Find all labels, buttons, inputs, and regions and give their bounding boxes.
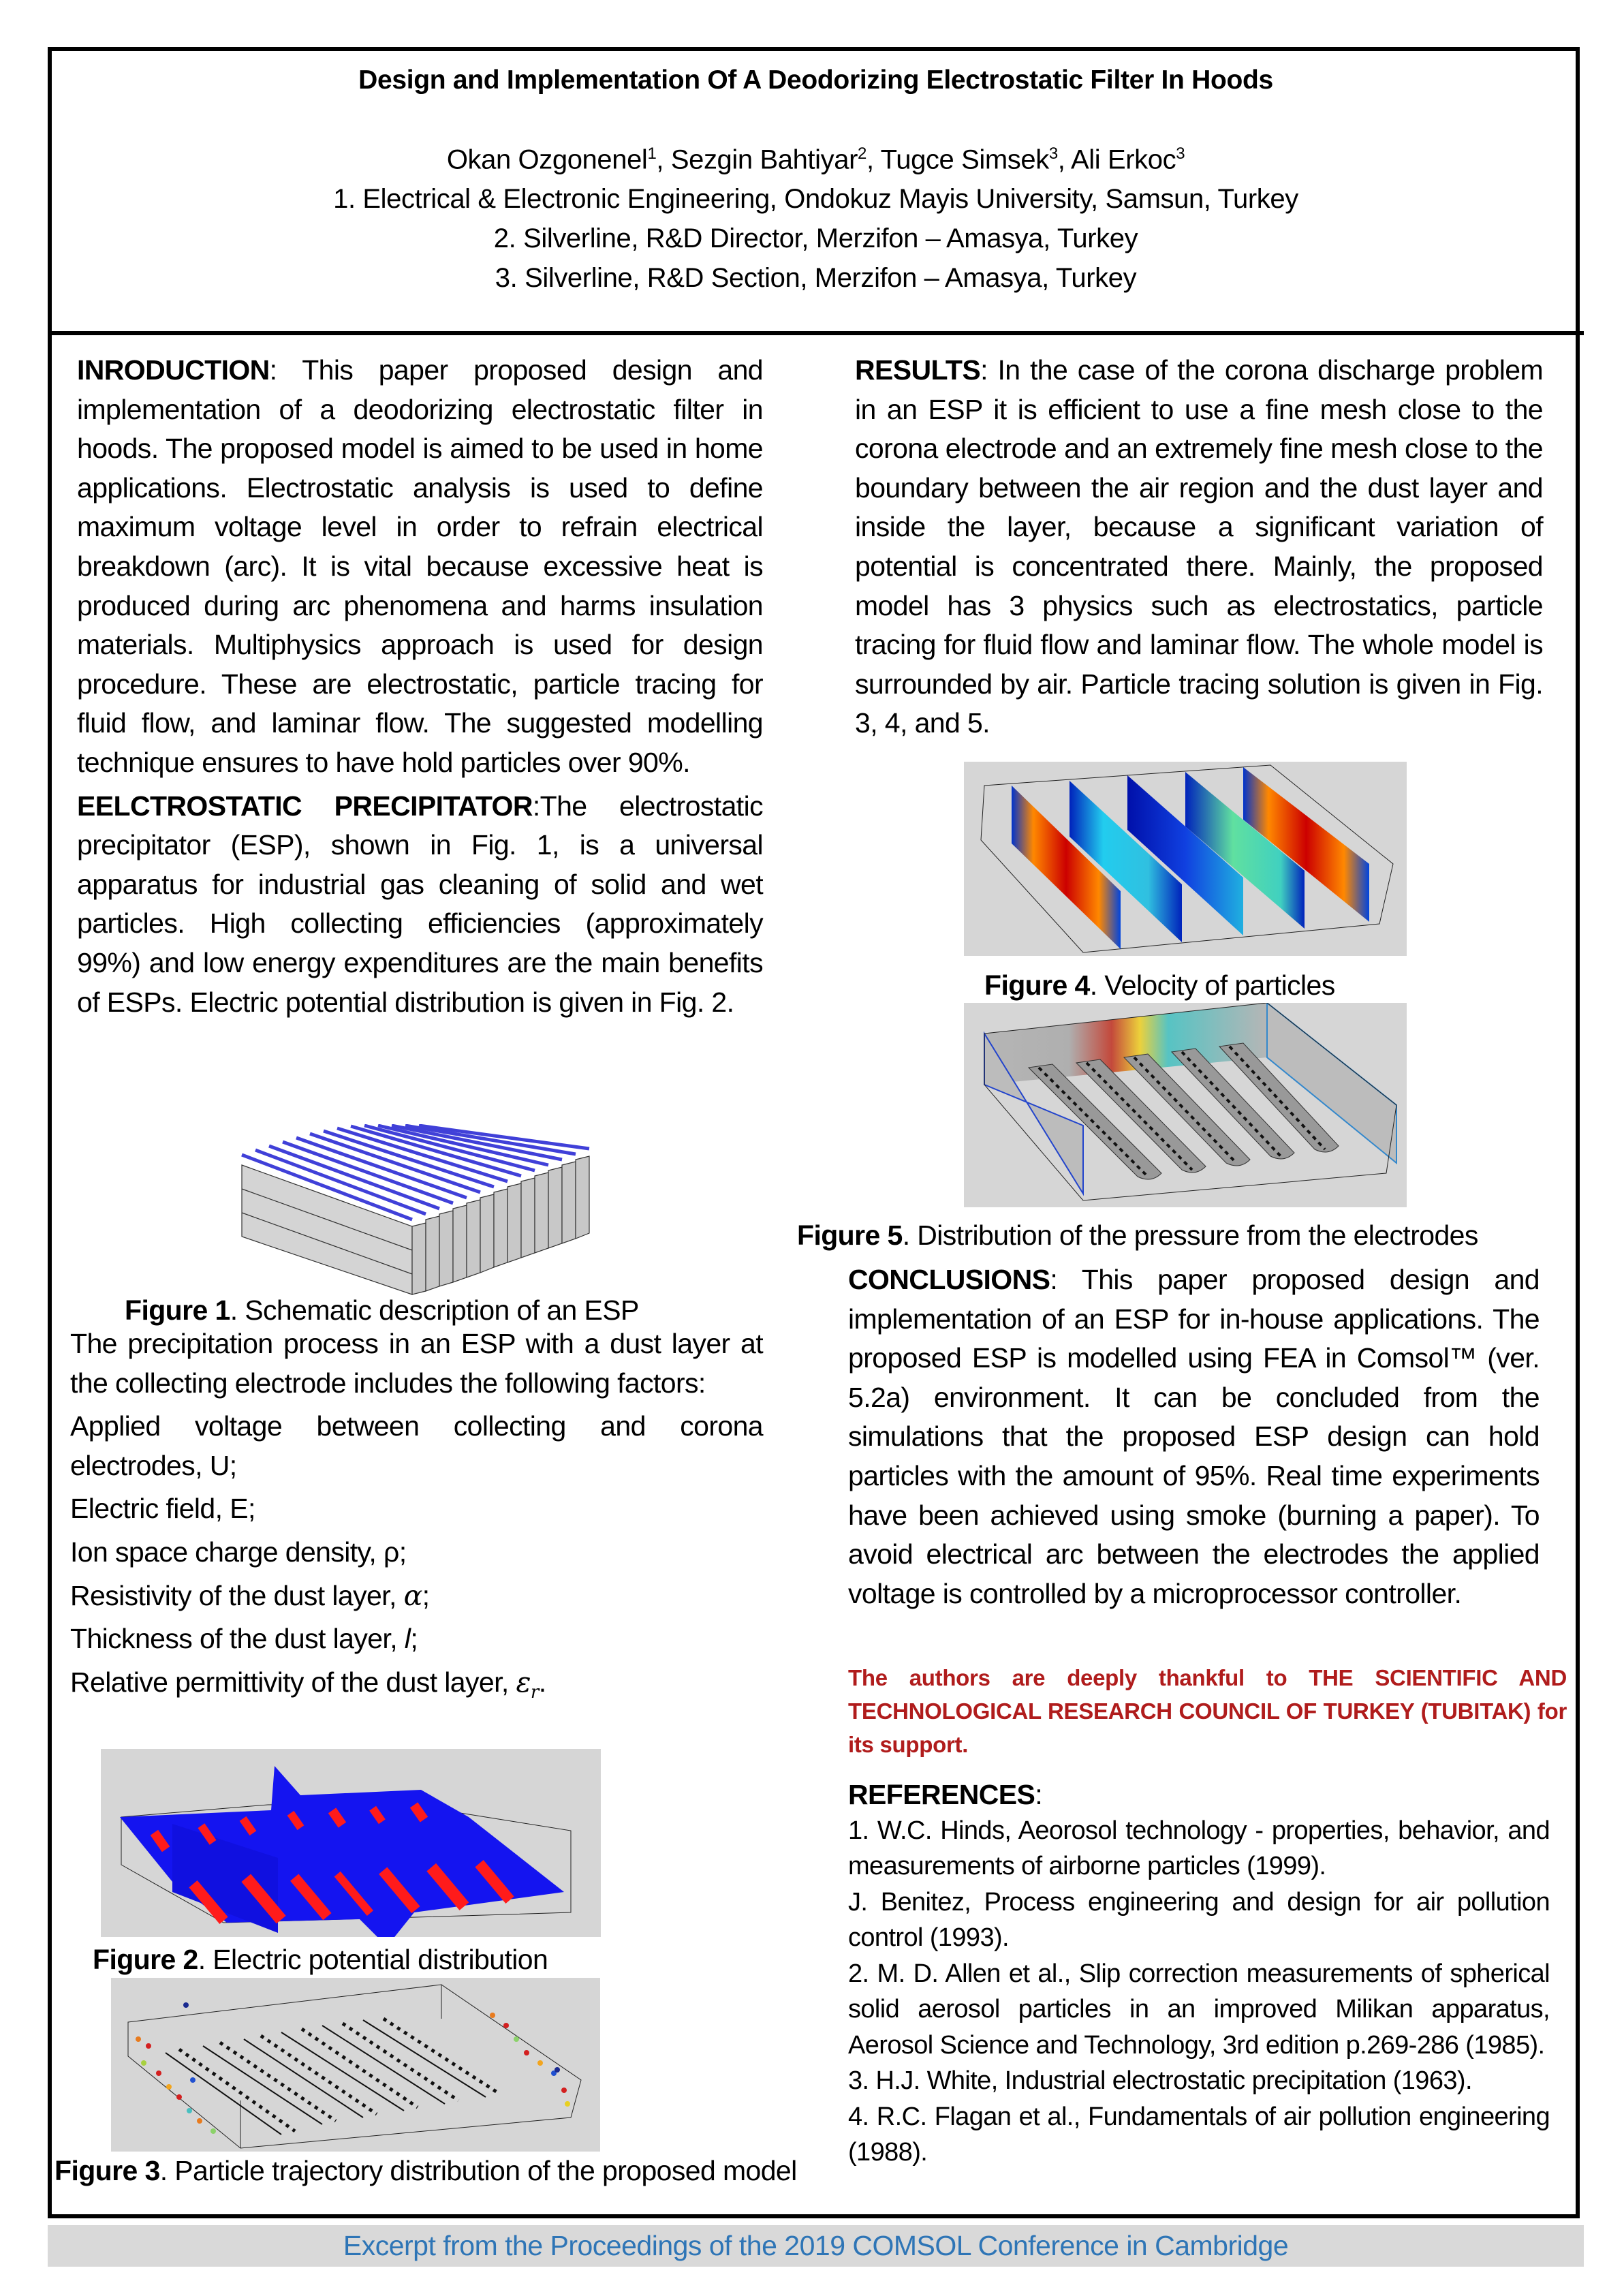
conclusions-paragraph: CONCLUSIONS: This paper proposed design and implementation of an ESP for in-house applications. The proposed ESP is modelled using FEA in Comsol™ (ver. 5.2a) environment. It can be concluded from the simulations that the proposed ESP design can hold particles with the amount of 95%. Real time experiments have been achieved using smoke (burning a paper). To avoid electrical arc between the electrodes the applied voltage is controlled by a microprocessor controller. bbox=[848, 1264, 1540, 1609]
author: Sezgin Bahtiyar bbox=[670, 144, 858, 175]
figure-2-caption: Figure 2. Electric potential distribution bbox=[93, 1944, 548, 1975]
section-heading: INRODUCTION bbox=[77, 354, 270, 386]
factor-item: Applied voltage between collecting and corona electrodes, U; bbox=[70, 1410, 763, 1481]
factor-list bbox=[70, 1407, 763, 1712]
references-heading: REFERENCES: bbox=[848, 1779, 1043, 1810]
reference-item: 4. R.C. Flagan et al., Fundamentals of air pollution engineering (1988). bbox=[848, 2102, 1550, 2167]
factor-item: Resistivity of the dust layer, α; bbox=[70, 1579, 430, 1612]
factor-item: Ion space charge density, ρ; bbox=[70, 1536, 407, 1568]
factor-item: Electric field, E; bbox=[70, 1493, 255, 1525]
header-divider bbox=[48, 331, 1584, 335]
proceedings-footer: Excerpt from the Proceedings of the 2019 COMSOL Conference in Cambridge bbox=[48, 2225, 1584, 2267]
figure-1-image bbox=[228, 1124, 616, 1301]
references-section bbox=[848, 1777, 1550, 2171]
paper-title: Design and Implementation Of A Deodorizing Electrostatic Filter In Hoods bbox=[358, 65, 1273, 95]
section-heading: RESULTS bbox=[855, 354, 981, 386]
precipitation-intro: The precipitation process in an ESP with a dust layer at the collecting electrode includes the following factors: bbox=[70, 1328, 763, 1399]
l-symbol: l bbox=[404, 1623, 411, 1655]
factor-item: Thickness of the dust layer, l; bbox=[70, 1623, 418, 1655]
factor-item: Relative permittivity of the dust layer, $\varepsilon_r$. bbox=[70, 1665, 546, 1703]
author-affiliation-mark: 3 bbox=[1048, 144, 1058, 163]
reference-item: 2. M. D. Allen et al., Slip correction measurements of spherical solid aerosol particles in an improved Milikan apparatus, Aerosol Science and Technology, 3rd edition p.269-286 (1985). bbox=[848, 1959, 1550, 2060]
figure-2-image bbox=[101, 1749, 601, 1937]
introduction-paragraph: INRODUCTION: This paper proposed design and implementation of a deodorizing electrostatic filter in hoods. The proposed model is aimed to be used in home applications. Electrostatic analysis is used to define maximum voltage level in order to refrain electrical breakdown (arc). It is vital because excessive heat is produced during arc phenomena and harms insulation materials. Multiphysics approach is used for design procedure. These are electrostatic, particle tracing for fluid flow, and laminar flow. The suggested modelling technique ensures to have hold particles over 90%. bbox=[77, 354, 764, 778]
esp-paragraph: EELCTROSTATIC PRECIPITATOR:The electrostatic precipitator (ESP), shown in Fig. 1, is a universal apparatus for industrial gas cleaning of solid and wet particles. High collecting efficiencies (approximately 99%) and low energy expenditures are the main benefits of ESPs. Electric potential distribution is given in Fig. 2. bbox=[77, 790, 763, 1018]
particle-trajectory-plot-icon bbox=[111, 1978, 600, 2152]
figure-4-caption: Figure 4. Velocity of particles bbox=[984, 969, 1335, 1001]
affiliation: 3. Silverline, R&D Section, Merzifon – Amasya, Turkey bbox=[495, 263, 1137, 293]
author: Tugce Simsek bbox=[880, 144, 1049, 175]
figure-5-image bbox=[964, 1003, 1407, 1207]
figure-1-caption: Figure 1. Schematic description of an ESP bbox=[125, 1294, 639, 1326]
author-affiliation-mark: 1 bbox=[647, 144, 657, 163]
section-heading: EELCTROSTATIC PRECIPITATOR bbox=[77, 790, 533, 822]
affiliation: 1. Electrical & Electronic Engineering, Ondokuz Mayis University, Samsun, Turkey bbox=[333, 184, 1298, 214]
author-affiliation-mark: 3 bbox=[1176, 144, 1185, 163]
section-heading: CONCLUSIONS bbox=[848, 1264, 1050, 1295]
introduction-section bbox=[77, 351, 763, 1022]
figure-3-image bbox=[111, 1978, 600, 2152]
conclusions-section bbox=[848, 1260, 1540, 1613]
author: Ali Erkoc bbox=[1071, 144, 1176, 175]
pressure-distribution-plot-icon bbox=[964, 1003, 1407, 1207]
results-section bbox=[855, 351, 1543, 743]
figure-3-caption-line1: Figure 3. Particle trajectory distribution of the proposed model bbox=[54, 2155, 797, 2186]
electric-potential-plot-icon bbox=[101, 1749, 601, 1937]
acknowledgement: The authors are deeply thankful to THE SCIENTIFIC AND TECHNOLOGICAL RESEARCH COUNCIL OF TURKEY (TUBITAK) for its support. bbox=[848, 1665, 1567, 1757]
velocity-plot-icon bbox=[964, 762, 1407, 956]
alpha-symbol: α bbox=[403, 1579, 422, 1612]
author-affiliation-mark: 2 bbox=[858, 144, 866, 163]
reference-item: 3. H.J. White, Industrial electrostatic precipitation (1963). bbox=[848, 2066, 1472, 2095]
reference-item: J. Benitez, Process engineering and design for air pollution control (1993). bbox=[848, 1887, 1550, 1952]
reference-item: 1. W.C. Hinds, Aeorosol technology - properties, behavior, and measurements of airborne particles (1999). bbox=[848, 1816, 1550, 1880]
affiliation: 2. Silverline, R&D Director, Merzifon – Amasya, Turkey bbox=[493, 223, 1138, 253]
author-list: Okan Ozgonenel$^1$, Sezgin Bahtiyar$^2$, Tugce Simsek$^3$, Ali Erkoc$^3$ bbox=[446, 144, 1185, 175]
figure-5-caption: Figure 5. Distribution of the pressure from the electrodes bbox=[797, 1220, 1478, 1251]
precipitation-section bbox=[70, 1324, 763, 1713]
figure-4-image bbox=[964, 762, 1407, 956]
esp-schematic-icon bbox=[228, 1124, 616, 1301]
author: Okan Ozgonenel bbox=[446, 144, 648, 175]
results-paragraph: RESULTS: In the case of the corona discharge problem in an ESP it is efficient to use a fine mesh close to the corona electrode and an extremely fine mesh close to the boundary between the air region and the dust layer and inside the layer, because a significant variation of potential is concentrated there. Mainly, the proposed model has 3 physics such as electrostatics, particle tracing for fluid flow and laminar flow. The whole model is surrounded by air. Particle tracing solution is given in Fig. 3, 4, and 5. bbox=[855, 354, 1543, 739]
epsilon-symbol: ε bbox=[516, 1665, 531, 1698]
